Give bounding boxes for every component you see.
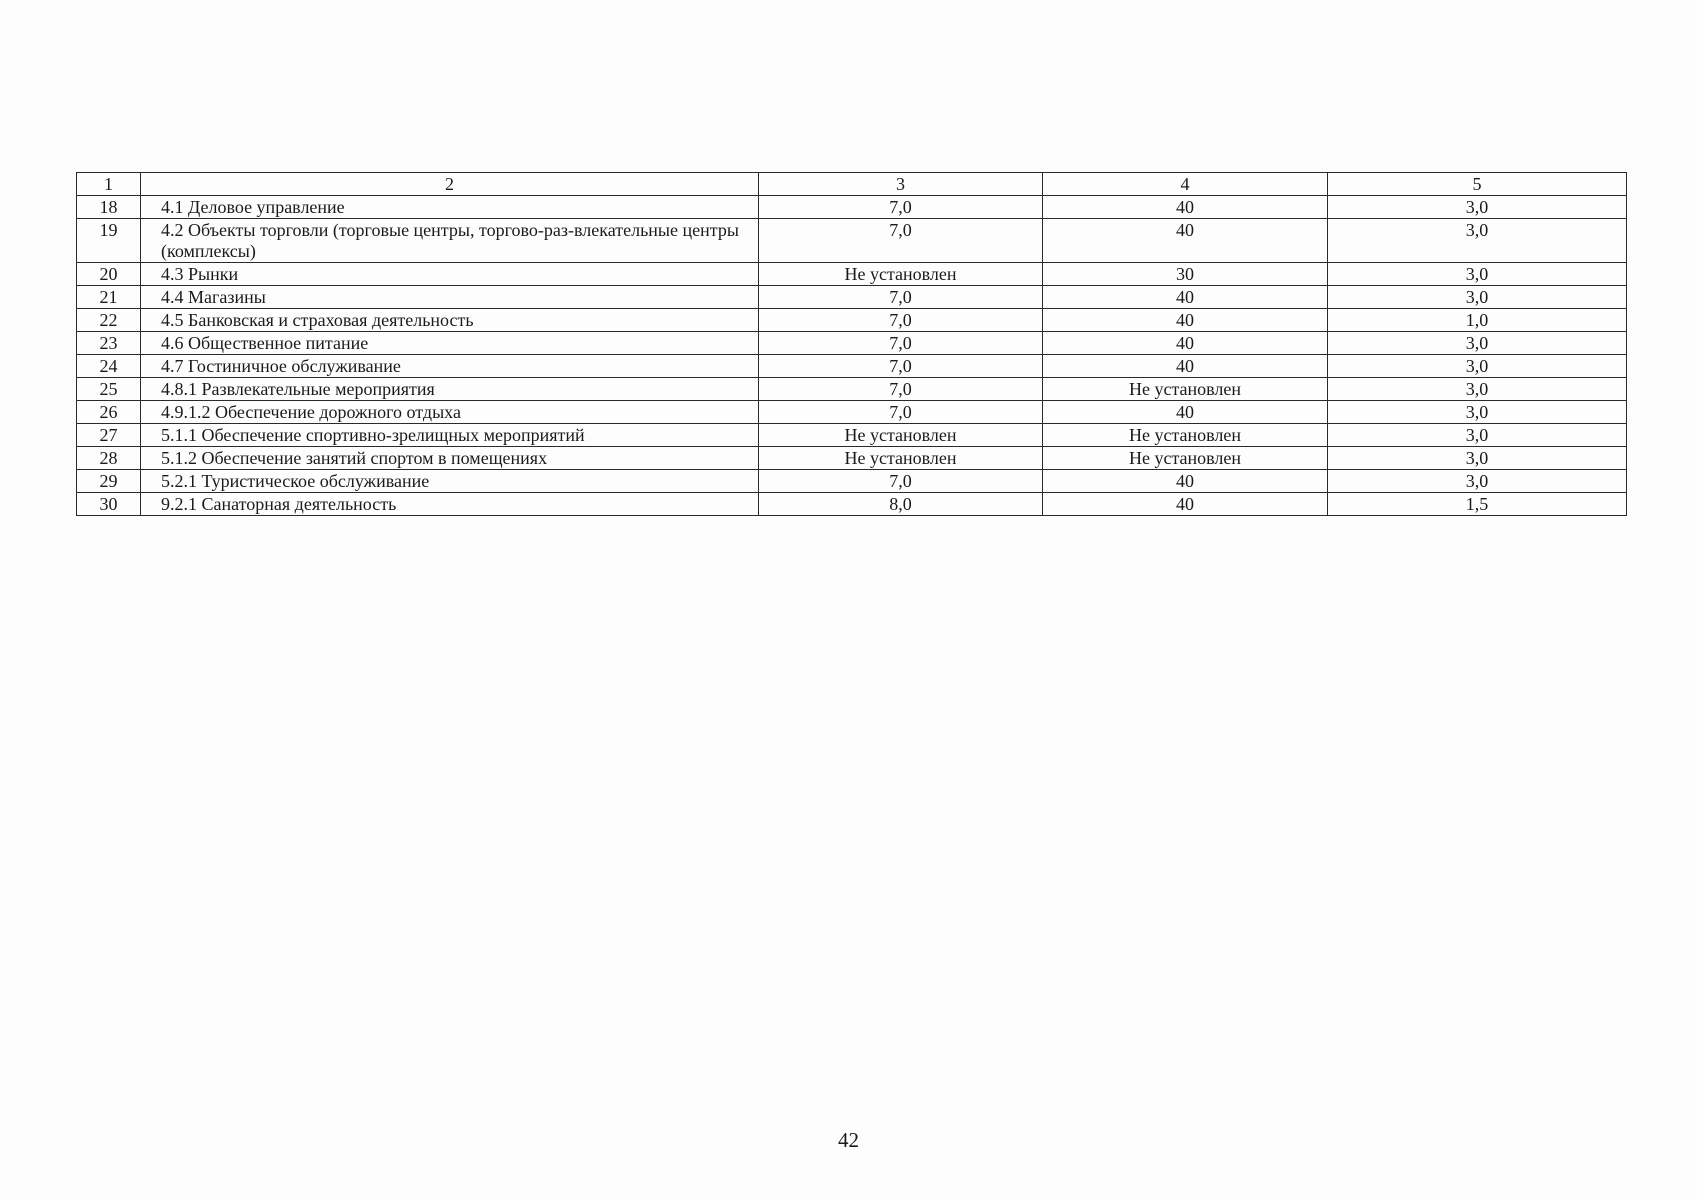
column-3-cell: Не установлен bbox=[759, 424, 1043, 447]
use-type-cell: 4.6 Общественное питание bbox=[141, 332, 759, 355]
column-5-cell: 3,0 bbox=[1328, 378, 1627, 401]
table-row bbox=[77, 286, 1627, 309]
column-3-cell: 7,0 bbox=[759, 309, 1043, 332]
column-5-cell: 1,5 bbox=[1328, 493, 1627, 516]
table-row bbox=[77, 355, 1627, 378]
column-5-cell: 3,0 bbox=[1328, 355, 1627, 378]
page-number: 42 bbox=[838, 1128, 859, 1152]
column-4-cell: Не установлен bbox=[1043, 447, 1328, 470]
use-type-cell: 5.1.1 Обеспечение спортивно-зрелищных мероприятий bbox=[141, 424, 759, 447]
column-5-cell: 3,0 bbox=[1328, 401, 1627, 424]
use-type-cell: 4.7 Гостиничное обслуживание bbox=[141, 355, 759, 378]
use-type-cell: 5.1.2 Обеспечение занятий спортом в помещениях bbox=[141, 447, 759, 470]
column-4-cell: 30 bbox=[1043, 263, 1328, 286]
table-row bbox=[77, 263, 1627, 286]
column-4-cell: 40 bbox=[1043, 355, 1328, 378]
column-4-cell: 40 bbox=[1043, 401, 1328, 424]
table-header-row bbox=[77, 173, 1627, 196]
column-3-cell: 8,0 bbox=[759, 493, 1043, 516]
table-row bbox=[77, 332, 1627, 355]
use-type-cell: 5.2.1 Туристическое обслуживание bbox=[141, 470, 759, 493]
column-4-cell: 40 bbox=[1043, 493, 1328, 516]
column-number-1: 1 bbox=[77, 173, 141, 196]
column-number-4: 4 bbox=[1043, 173, 1328, 196]
use-type-cell: 4.2 Объекты торговли (торговые центры, торгово-раз-влекательные центры (комплексы) bbox=[141, 219, 759, 263]
column-5-cell: 1,0 bbox=[1328, 309, 1627, 332]
column-4-cell: 40 bbox=[1043, 196, 1328, 219]
table-row bbox=[77, 424, 1627, 447]
column-5-cell: 3,0 bbox=[1328, 196, 1627, 219]
use-type-cell: 9.2.1 Санаторная деятельность bbox=[141, 493, 759, 516]
row-number-cell: 28 bbox=[77, 447, 141, 470]
row-number-cell: 21 bbox=[77, 286, 141, 309]
table-row bbox=[77, 219, 1627, 263]
column-number-2: 2 bbox=[141, 173, 759, 196]
row-number-cell: 26 bbox=[77, 401, 141, 424]
column-3-cell: 7,0 bbox=[759, 355, 1043, 378]
use-type-cell: 4.8.1 Развлекательные мероприятия bbox=[141, 378, 759, 401]
table-row bbox=[77, 493, 1627, 516]
column-5-cell: 3,0 bbox=[1328, 219, 1627, 263]
row-number-cell: 20 bbox=[77, 263, 141, 286]
column-4-cell: Не установлен bbox=[1043, 378, 1328, 401]
column-3-cell: Не установлен bbox=[759, 447, 1043, 470]
row-number-cell: 23 bbox=[77, 332, 141, 355]
table-row bbox=[77, 401, 1627, 424]
use-type-cell: 4.5 Банковская и страховая деятельность bbox=[141, 309, 759, 332]
column-3-cell: 7,0 bbox=[759, 219, 1043, 263]
column-4-cell: 40 bbox=[1043, 332, 1328, 355]
column-4-cell: 40 bbox=[1043, 286, 1328, 309]
column-3-cell: 7,0 bbox=[759, 286, 1043, 309]
column-3-cell: 7,0 bbox=[759, 401, 1043, 424]
column-5-cell: 3,0 bbox=[1328, 447, 1627, 470]
column-5-cell: 3,0 bbox=[1328, 470, 1627, 493]
column-number-3: 3 bbox=[759, 173, 1043, 196]
column-3-cell: 7,0 bbox=[759, 470, 1043, 493]
table-row bbox=[77, 447, 1627, 470]
column-3-cell: Не установлен bbox=[759, 263, 1043, 286]
column-3-cell: 7,0 bbox=[759, 378, 1043, 401]
column-5-cell: 3,0 bbox=[1328, 263, 1627, 286]
column-3-cell: 7,0 bbox=[759, 332, 1043, 355]
table-row bbox=[77, 196, 1627, 219]
column-3-cell: 7,0 bbox=[759, 196, 1043, 219]
row-number-cell: 25 bbox=[77, 378, 141, 401]
column-number-5: 5 bbox=[1328, 173, 1627, 196]
use-type-cell: 4.3 Рынки bbox=[141, 263, 759, 286]
use-type-cell: 4.9.1.2 Обеспечение дорожного отдыха bbox=[141, 401, 759, 424]
row-number-cell: 29 bbox=[77, 470, 141, 493]
row-number-cell: 22 bbox=[77, 309, 141, 332]
column-5-cell: 3,0 bbox=[1328, 286, 1627, 309]
column-4-cell: 40 bbox=[1043, 219, 1328, 263]
table-row bbox=[77, 378, 1627, 401]
row-number-cell: 24 bbox=[77, 355, 141, 378]
table-row bbox=[77, 309, 1627, 332]
column-4-cell: 40 bbox=[1043, 470, 1328, 493]
row-number-cell: 18 bbox=[77, 196, 141, 219]
column-4-cell: 40 bbox=[1043, 309, 1328, 332]
row-number-cell: 19 bbox=[77, 219, 141, 263]
regulations-table bbox=[76, 172, 1627, 516]
column-5-cell: 3,0 bbox=[1328, 332, 1627, 355]
row-number-cell: 27 bbox=[77, 424, 141, 447]
column-4-cell: Не установлен bbox=[1043, 424, 1328, 447]
use-type-cell: 4.1 Деловое управление bbox=[141, 196, 759, 219]
column-5-cell: 3,0 bbox=[1328, 424, 1627, 447]
table-row bbox=[77, 470, 1627, 493]
use-type-cell: 4.4 Магазины bbox=[141, 286, 759, 309]
row-number-cell: 30 bbox=[77, 493, 141, 516]
